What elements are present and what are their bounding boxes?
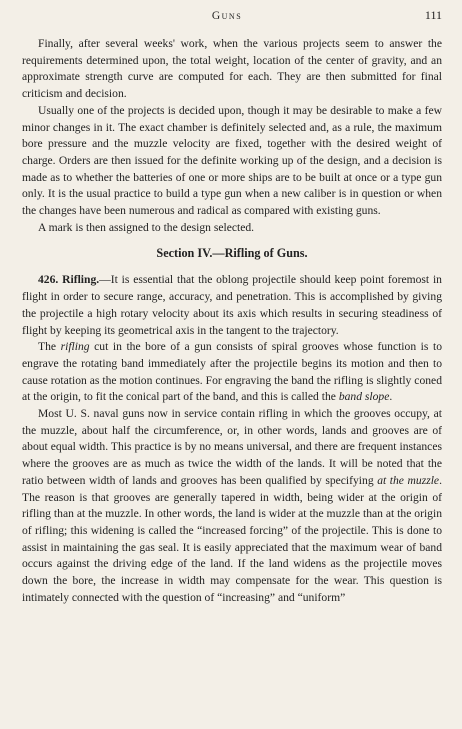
paragraph-rifling-text: —It is essential that the oblong projectile should keep point foremost in flight in order to secure range, accuracy, and penetration. This is accomplished by giving the projectile a high rotary velocity about its axis which results in securing steadiness of flight by keeping its geometrical axis in the tangent to the trajectory. [22,273,442,337]
italic-term: rifling [60,340,90,354]
text-span: Most U. S. naval guns now in service contain rifling in which the grooves occupy, at the muzzle, about half the circumference, or, in other words, lands and grooves are of about equal width. This practice is by no means universal, and there are frequent instances where the grooves are as much as twice the width of the lands. It will be noted that the ratio between width of lands and grooves has been qualified by specifying [22,407,442,487]
paragraph-rifling [22,272,442,339]
section-heading: Section IV.—Rifling of Guns. [156,246,308,261]
running-head: Guns [211,10,243,22]
page-number: 111 [424,8,442,22]
italic-term: at the muzzle [377,473,440,487]
subsection-label: 426. Rifling. [38,273,100,287]
text-span: cut in the bore of a gun consists of spiral grooves whose function is to engrave the rotating band immediately after the projectile begins its motion and then to cause rotation as the motion continues. For engraving the band the rifling is slightly coned at the origin, to fit the conical part of the band, and this is called the [22,340,442,404]
paragraph-mark: A mark is then assigned to the design selected. [38,220,255,234]
italic-term: band slope [338,390,390,404]
paragraph-usually: Usually one of the projects is decided upon, though it may be desirable to make a few minor changes in it. The exact chamber is definitely selected and, as a rule, the maximum bore pressure and the muzzle velocity are fixed, together with the desired weight of charge. Orders are then issued for the definite working up of the design, and a decision is made as to whether the batteries of one or more ships are to be built at once or a type gun only. It is the usual practice to build a type gun when a new caliber is in question or when the changes have been numerous and radical as compared with existing guns. [22,103,442,218]
paragraph-naval-guns [22,406,442,606]
page-header [22,8,442,28]
text-span: . [389,390,393,404]
paragraph-rifling-cut [22,339,442,406]
text-span: The [38,340,61,354]
paragraph-finally: Finally, after several weeks' work, when the various projects seem to answer the requirements determined upon, the total weight, location of the center of gravity, and an approximate strength curve are computed for each. They are then submitted for final criticism and decision. [22,37,442,101]
body-text [22,36,442,607]
text-span: . The reason is that grooves are generally tapered in width, being wider at the origin of rifling than at the muzzle. In other words, the land is wider at the muzzle than at the origin of rifling; this widening is called the “increased forcing” of the projectile. This is done to assist in maintaining the gas seal. It is easily appreciated that the maximum wear of band occurs against the driving edge of the land. If the land widens as the projectile moves down the bore, the increase in width may compensate for the wear. This question is intimately connected with the question of “increasing” and “uniform” [22,473,442,604]
